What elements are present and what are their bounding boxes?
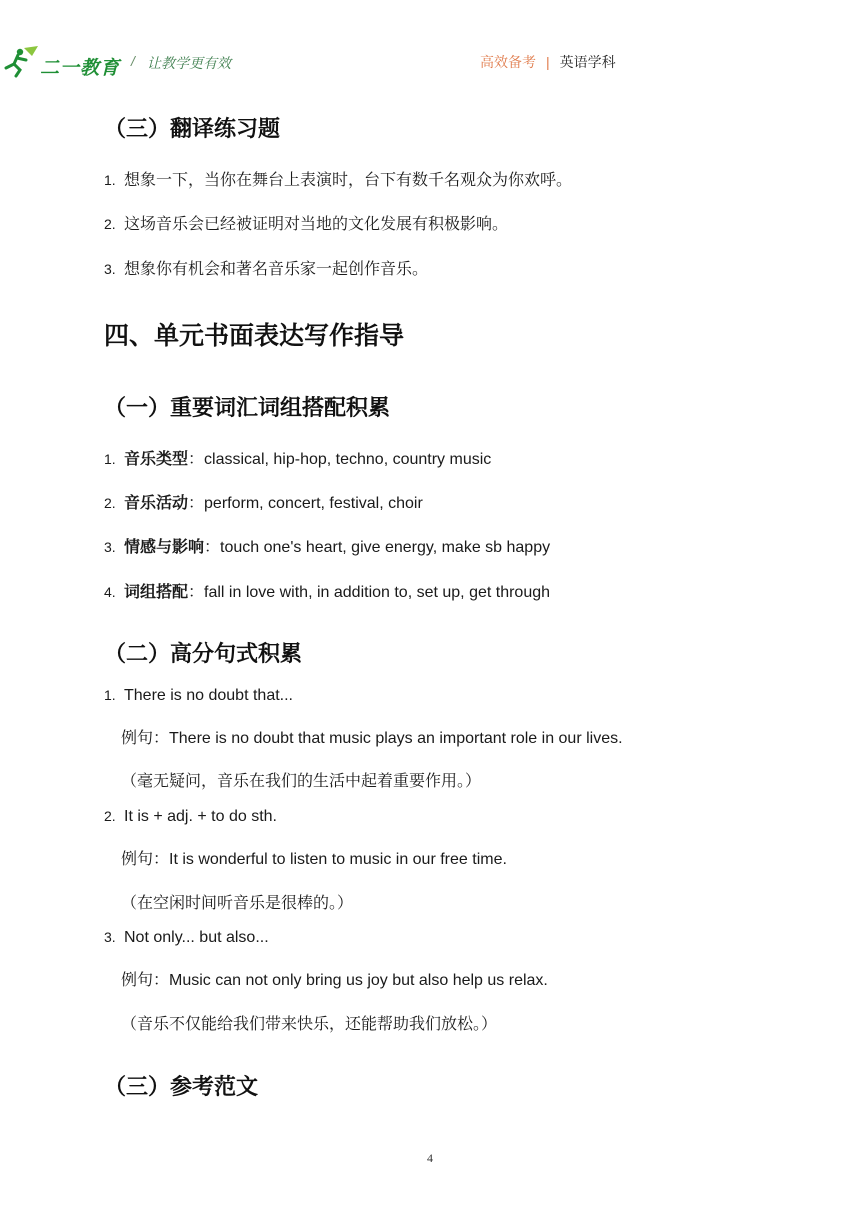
slogan: 让教学更有效: [147, 55, 231, 71]
page-number: 4: [427, 1151, 433, 1165]
list-item: 4. 词组搭配：fall in love with, in addition to, set up, get through: [104, 584, 551, 601]
example-sentence: 例句：It is wonderful to listen to music in our free time.: [121, 851, 507, 868]
runner-icon: [2, 44, 42, 78]
example-translation: （毫无疑问，音乐在我们的生活中起着重要作用。）: [121, 773, 482, 790]
example-sentence: 例句：Music can not only bring us joy but also help us relax.: [121, 972, 548, 989]
list-item: 2. 这场音乐会已经被证明对当地的文化发展有积极影响。: [104, 216, 509, 233]
heading-sample-essay: （三）参考范文: [104, 1074, 259, 1099]
tag-separator: |: [546, 54, 550, 70]
list-item: 2. 音乐活动：perform, concert, festival, choir: [104, 495, 423, 512]
brand-logo: [2, 44, 122, 78]
tag-exam-prep: 高效备考: [480, 54, 536, 70]
list-item: 3. Not only... but also...: [104, 929, 269, 946]
page-header: [0, 40, 860, 84]
heading-vocabulary: （一）重要词汇词组搭配积累: [104, 395, 391, 420]
example-translation: （音乐不仅能给我们带来快乐，还能帮助我们放松。）: [121, 1016, 498, 1033]
example-sentence: 例句：There is no doubt that music plays an important role in our lives.: [121, 730, 623, 747]
list-item: 1. 音乐类型：classical, hip-hop, techno, country music: [104, 451, 492, 468]
logo-text: 二一教育: [40, 58, 121, 79]
heading-sentence-patterns: （二）高分句式积累: [104, 641, 303, 666]
slogan-separator: /: [131, 53, 135, 69]
list-item: 1. There is no doubt that...: [104, 687, 293, 704]
list-item: 2. It is + adj. + to do sth.: [104, 808, 277, 825]
heading-translation-practice: （三）翻译练习题: [104, 116, 281, 141]
example-translation: （在空闲时间听音乐是很棒的。）: [121, 895, 354, 912]
list-item: 1. 想象一下，当你在舞台上表演时，台下有数千名观众为你欢呼。: [104, 172, 573, 189]
heading-writing-guide: 四、单元书面表达写作指导: [104, 322, 405, 350]
tag-subject: 英语学科: [559, 54, 616, 70]
list-item: 3. 情感与影响：touch one's heart, give energy, make sb happy: [104, 539, 551, 556]
header-tags: [480, 52, 616, 72]
list-item: 3. 想象你有机会和著名音乐家一起创作音乐。: [104, 261, 429, 278]
